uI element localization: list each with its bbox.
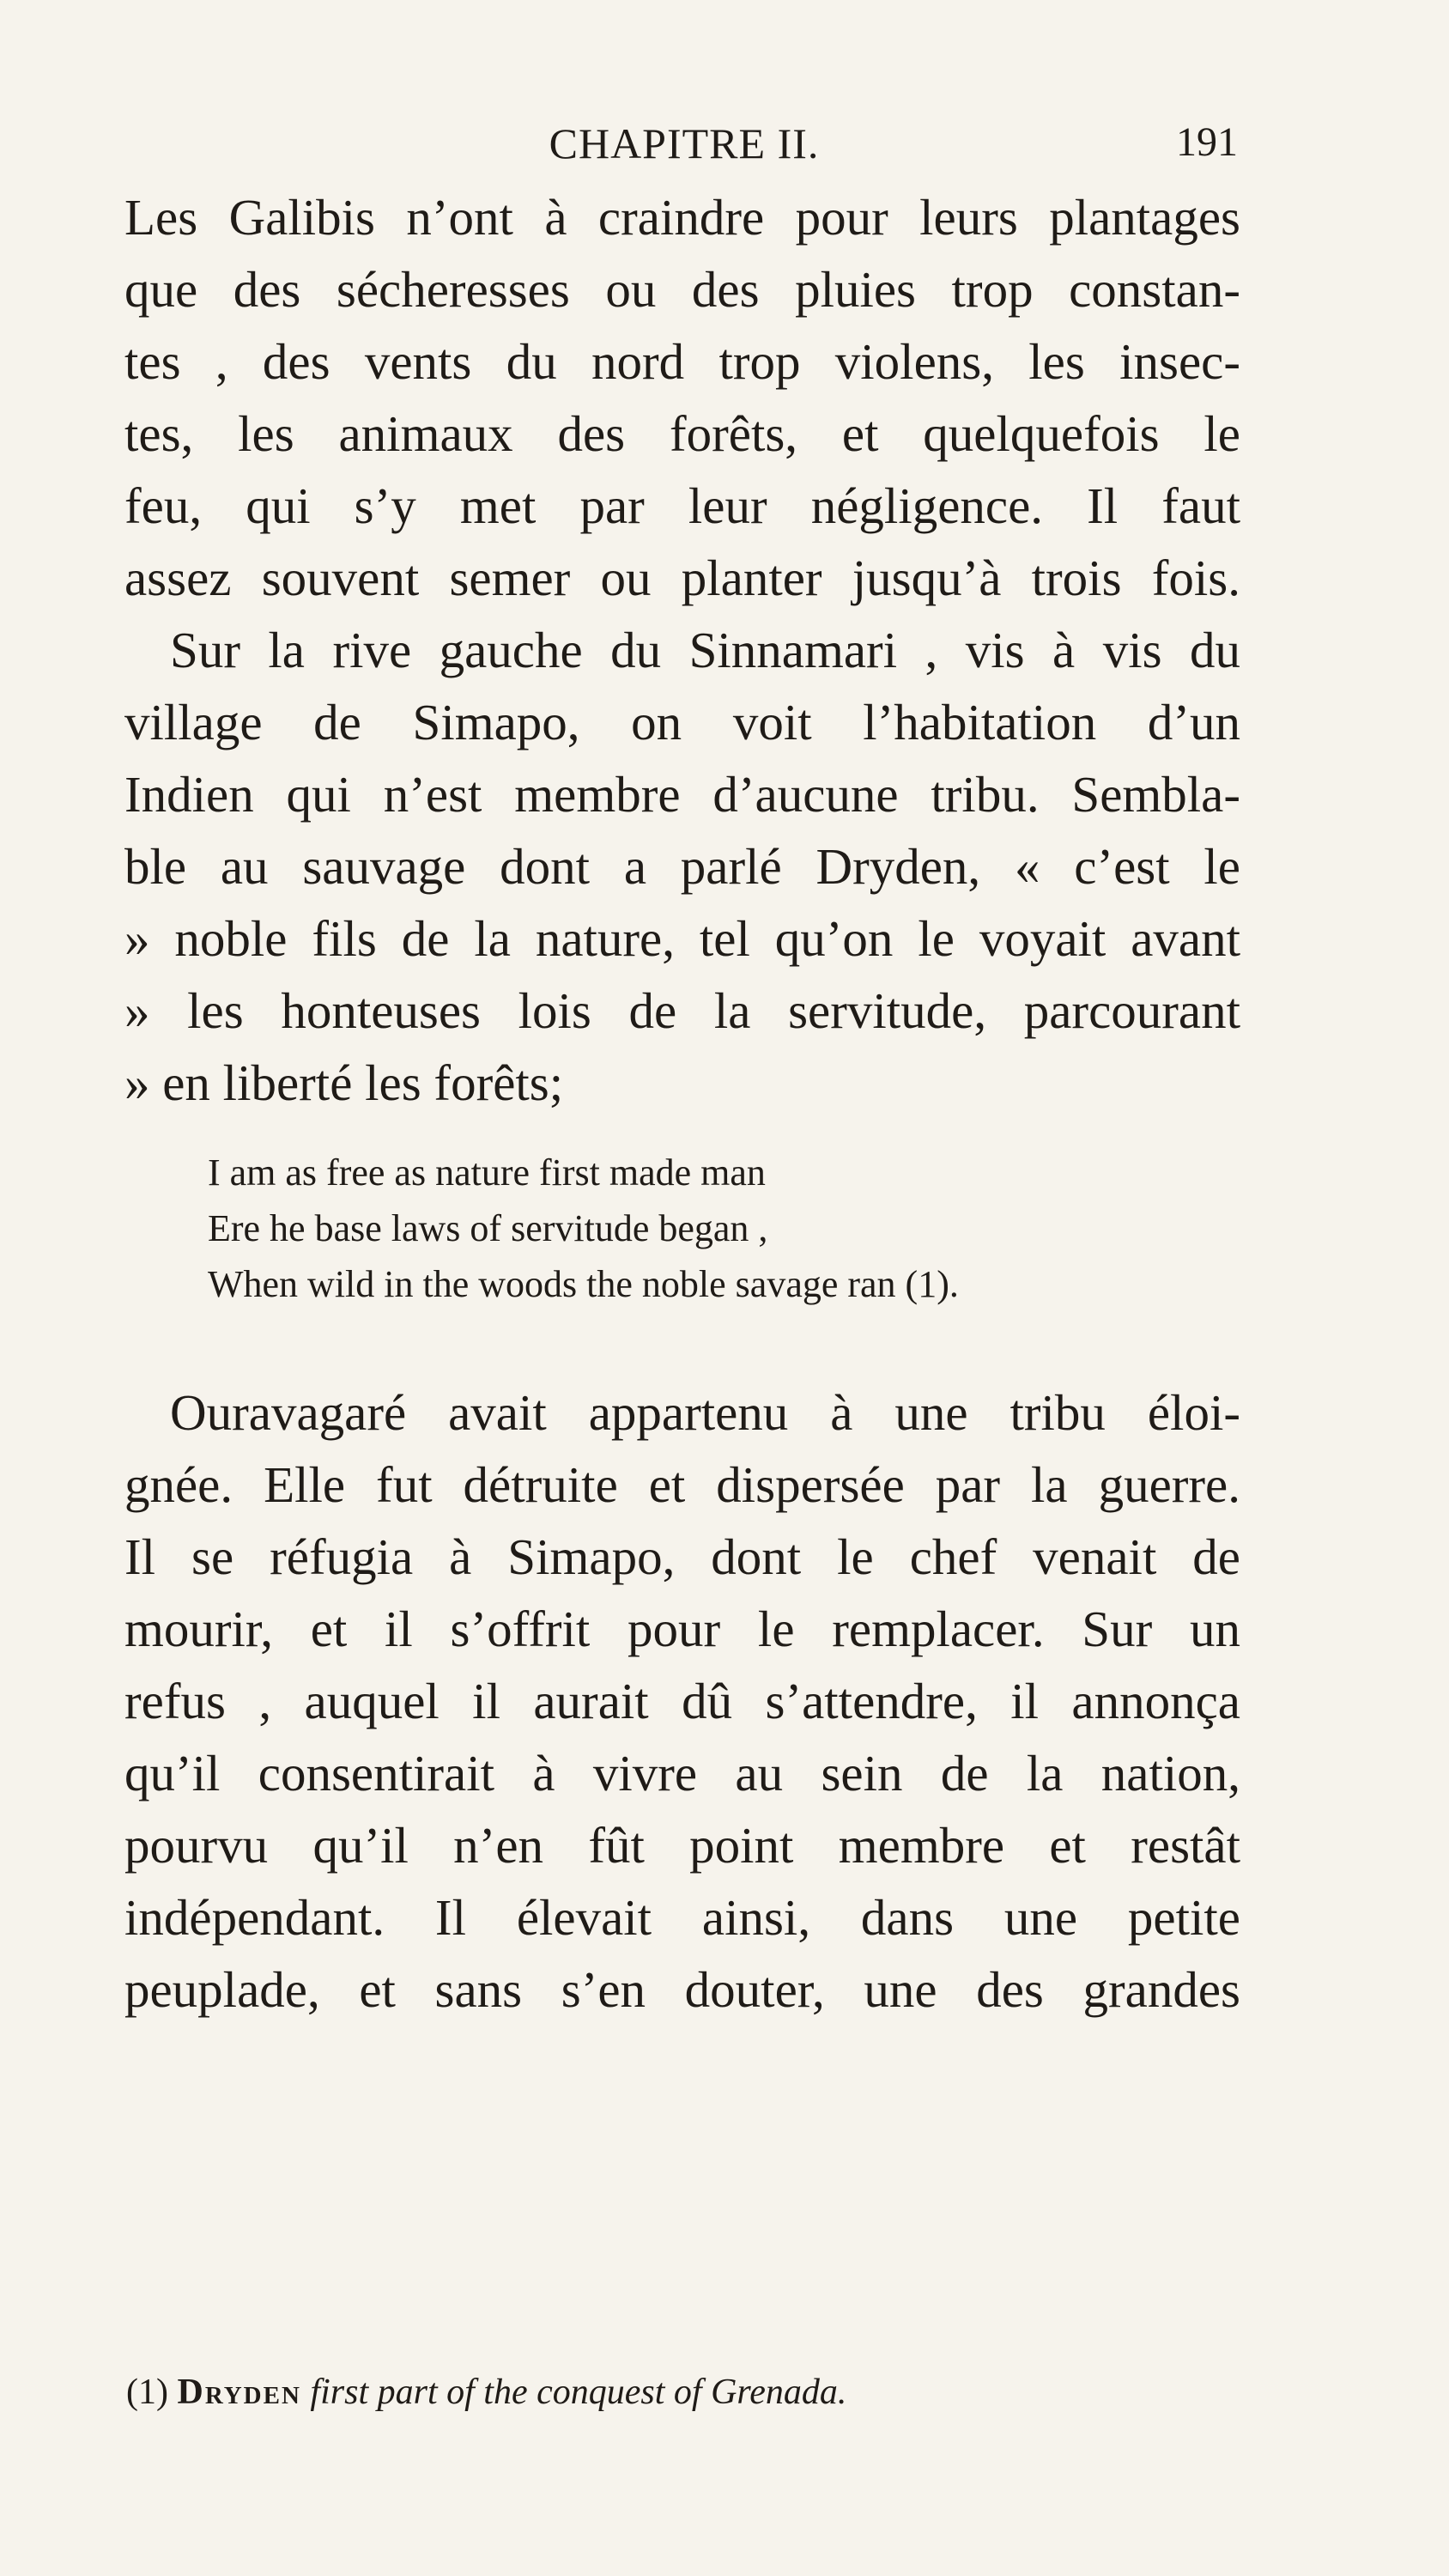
chapter-heading: CHAPITRE II.	[549, 119, 820, 167]
page-number: 191	[1176, 119, 1238, 165]
paragraph-3-line-4: mourir, et il s’offrit pour le remplacer. Sur un	[124, 1601, 1240, 1657]
paragraph-1-line-6: assez souvent semer ou planter jusqu’à trois fois.	[124, 550, 1240, 606]
paragraph-2-line-5: » noble fils de la nature, tel qu’on le voyait avant	[124, 910, 1240, 967]
footnote-title: first part of the conquest of Grenada.	[310, 2372, 847, 2412]
paragraph-2-line-6: » les honteuses lois de la servitude, parcourant	[124, 982, 1240, 1039]
paragraph-3-line-8: indépendant. Il élevait ainsi, dans une petite	[124, 1889, 1240, 1946]
verse-line-3: When wild in the woods the noble savage ran (1).	[208, 1263, 959, 1305]
paragraph-2-line-3: Indien qui n’est membre d’aucune tribu. Sembla-	[124, 766, 1240, 823]
paragraph-2-line-1: Sur la rive gauche du Sinnamari , vis à vis du	[170, 622, 1240, 678]
paragraph-3-line-5: refus , auquel il aurait dû s’attendre, il annonça	[124, 1673, 1240, 1729]
paragraph-1-line-1: Les Galibis n’ont à craindre pour leurs plantages	[124, 189, 1240, 246]
paragraph-2-line-2: village de Simapo, on voit l’habitation d’un	[124, 694, 1240, 750]
footnote	[126, 2372, 846, 2413]
paragraph-3-line-7: pourvu qu’il n’en fût point membre et restât	[124, 1817, 1240, 1874]
paragraph-3-line-9: peuplade, et sans s’en douter, une des grandes	[124, 1961, 1240, 2018]
running-head	[130, 118, 1238, 170]
paragraph-1-line-2: que des sécheresses ou des pluies trop constan-	[124, 261, 1240, 318]
verse-line-2: Ere he base laws of servitude began ,	[208, 1207, 768, 1249]
paragraph-1-line-4: tes, les animaux des forêts, et quelquefois le	[124, 405, 1240, 462]
paragraph-3-line-3: Il se réfugia à Simapo, dont le chef venait de	[124, 1528, 1240, 1585]
paragraph-3-line-6: qu’il consentirait à vivre au sein de la nation,	[124, 1745, 1240, 1801]
paragraph-1-line-3: tes , des vents du nord trop violens, les insec-	[124, 333, 1240, 390]
paragraph-2-line-7: » en liberté les forêts;	[124, 1054, 564, 1111]
footnote-author: Dryden	[177, 2372, 301, 2412]
paragraph-2-line-4: ble au sauvage dont a parlé Dryden, « c’est le	[124, 838, 1240, 895]
footnote-marker: (1)	[126, 2372, 168, 2412]
paragraph-3-line-2: gnée. Elle fut détruite et dispersée par la guerre.	[124, 1456, 1240, 1513]
paragraph-3-line-1: Ouravagaré avait appartenu à une tribu éloi-	[170, 1384, 1240, 1441]
paragraph-1-line-5: feu, qui s’y met par leur négligence. Il faut	[124, 477, 1240, 534]
verse-line-1: I am as free as nature first made man	[208, 1151, 766, 1194]
